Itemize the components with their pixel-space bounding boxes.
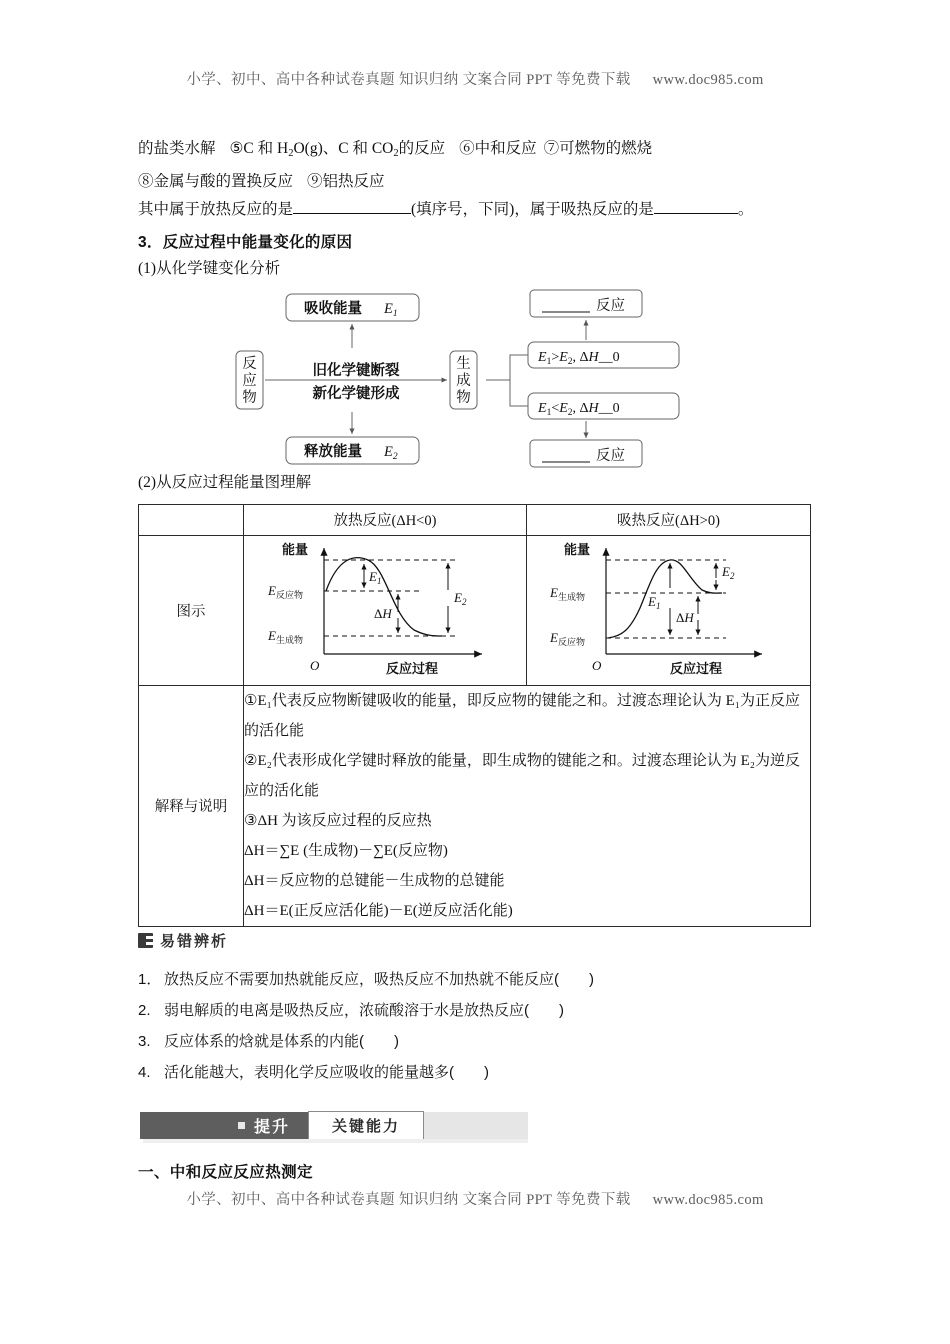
- section-banner: [140, 1112, 540, 1144]
- watermark-url: www.doc985.com: [652, 1192, 764, 1208]
- explanation-item-1: ①E₁代表反应物断键吸收的能量，即反应物的键能之和。过渡态理论认为 E₁为正反应的活化能: [244, 692, 800, 739]
- row-label-explanation: 解释与说明: [139, 685, 244, 926]
- list-item: [138, 964, 828, 995]
- line1-part-c: ⑥中和反应: [459, 140, 537, 157]
- explanation-item-3: ③ΔH 为该反应过程的反应热: [244, 812, 432, 829]
- item-number: 1．: [138, 971, 162, 988]
- chart-xlabel-endo: 反应过程: [669, 660, 722, 676]
- table-header-row: [139, 504, 811, 535]
- subsection-1-label: (1)从化学键变化分析: [138, 259, 281, 277]
- endothermic-energy-chart: [530, 536, 808, 680]
- error-analysis-label: 易错辨析: [160, 933, 229, 950]
- item-answer-blank[interactable]: ): [394, 1033, 399, 1050]
- flow-condition-bottom: $E_1<E_2$, ΔH__0: [538, 400, 620, 418]
- exothermic-diagram-cell: [244, 535, 527, 685]
- line2-part-b: ⑨铝热反应: [307, 172, 385, 190]
- explanation-item-6: ΔH＝E(正反应活化能)－E(逆反应活化能): [244, 902, 513, 919]
- energy-comparison-table: [138, 504, 811, 927]
- flow-release-symbol: $E_2$: [384, 443, 398, 462]
- line1-part-b: ⑤C 和 $H_2O(g)$、C 和 $CO_2$的反应: [229, 140, 446, 159]
- flow-condition-top: $E_1>E_2$, ΔH__0: [538, 349, 620, 367]
- list-item: [138, 1026, 828, 1057]
- item-text: 放热反应不需要加热就能反应，吸热反应不加热就不能反应(: [164, 971, 559, 988]
- flow-product-char3: 物: [456, 389, 471, 406]
- table-header-empty: [139, 504, 244, 535]
- chart-level-product-endo: $E_{生成物}$: [549, 584, 585, 602]
- flow-absorb-label: 吸收能量: [304, 300, 362, 317]
- watermark-bottom: [0, 1188, 950, 1209]
- list-item: [138, 1057, 828, 1088]
- flow-reactant-char2: 应: [242, 372, 257, 389]
- subsection-2-label: (2)从反应过程能量图理解: [138, 473, 312, 491]
- bond-energy-flowchart: [138, 288, 818, 468]
- bookmark-icon: [138, 933, 153, 948]
- banner-shadow: [143, 1139, 528, 1143]
- item-answer-blank[interactable]: ): [589, 971, 594, 988]
- explanation-item-5: ΔH＝反应物的总键能－生成物的总键能: [244, 872, 505, 889]
- line3-part-b: (填序号，下同)，属于吸热反应的是: [411, 200, 654, 218]
- flow-result-bottom-label: 反应: [596, 447, 625, 464]
- row-label-diagram: 图示: [139, 535, 244, 685]
- square-bullet-icon: [238, 1122, 245, 1129]
- flow-mid-top-label: 旧化学键断裂: [312, 362, 400, 379]
- chart-ylabel-endo: 能量: [563, 541, 590, 557]
- item-text: 活化能越大，表明化学反应吸收的能量越多(: [164, 1064, 454, 1081]
- flow-product-char2: 成: [456, 372, 471, 389]
- banner-left-label: 提升: [253, 1119, 290, 1136]
- banner-left-block: [140, 1112, 312, 1139]
- flow-reactant-char3: 物: [242, 389, 257, 406]
- text-line-3: [138, 196, 818, 224]
- flow-reactant-char1: 反: [242, 355, 257, 372]
- item-text: 弱电解质的电离是吸热反应，浓硫酸溶于水是放热反应(: [164, 1002, 529, 1019]
- banner-right-label: 关键能力: [331, 1118, 400, 1135]
- explanation-item-4: ΔH＝∑E (生成物)－∑E(反应物): [244, 842, 448, 859]
- flow-result-top-label: 反应: [596, 297, 625, 314]
- explanation-cell: [244, 685, 811, 926]
- chart-level-reactant-exo: $E_{反应物}$: [268, 582, 303, 600]
- explanation-item-2: ②E₂代表形成化学键时释放的能量，即生成物的键能之和。过渡态理论认为 E₂为逆反应的活化能: [244, 752, 800, 799]
- chart-E1-endo: $E_1$: [647, 593, 660, 611]
- watermark-top: [0, 68, 950, 89]
- item-answer-blank[interactable]: ): [559, 1002, 564, 1019]
- banner-right-block: [308, 1111, 424, 1140]
- error-analysis-block: [138, 930, 828, 1088]
- chart-origin-endo: O: [591, 657, 601, 673]
- watermark-text: 小学、初中、高中各种试卷真题 知识归纳 文案合同 PPT 等免费下载: [186, 1192, 631, 1208]
- line3-part-c: 。: [737, 200, 754, 218]
- endothermic-diagram-cell: [527, 535, 811, 685]
- chart-ylabel-exo: 能量: [282, 541, 309, 557]
- answer-blank-endothermic[interactable]: [654, 213, 738, 214]
- chart-level-product-exo: $E_{生成物}$: [268, 627, 303, 645]
- item-text: 反应体系的焓就是体系的内能(: [164, 1033, 364, 1050]
- chart-origin-exo: O: [310, 657, 320, 673]
- exothermic-energy-chart: [246, 536, 524, 680]
- table-header-endothermic: 吸热反应(ΔH>0): [527, 504, 811, 535]
- line1-part-a: 的盐类水解: [138, 140, 216, 157]
- chart-E1-exo: $E_1$: [369, 568, 382, 586]
- line2-part-a: ⑧金属与酸的置换反应: [138, 172, 294, 190]
- table-header-exothermic: 放热反应(ΔH<0): [244, 504, 527, 535]
- error-analysis-title: [138, 930, 828, 951]
- final-section-heading: 一、中和反应反应热测定: [138, 1164, 313, 1181]
- chart-E2-endo: $E_2$: [721, 563, 734, 581]
- flow-mid-bottom-label: 新化学键形成: [312, 385, 400, 402]
- line3-part-a: 其中属于放热反应的是: [138, 200, 294, 218]
- watermark-text: 小学、初中、高中各种试卷真题 知识归纳 文案合同 PPT 等免费下载: [186, 72, 631, 88]
- chart-deltaH-exo: ΔH: [374, 605, 392, 621]
- item-answer-blank[interactable]: ): [484, 1064, 489, 1081]
- chart-E2-exo: $E_2$: [454, 589, 467, 607]
- flow-product-char1: 生: [456, 355, 471, 372]
- text-line-1: [138, 135, 818, 168]
- chart-level-reactant-endo: $E_{反应物}$: [549, 629, 585, 647]
- flow-release-label: 释放能量: [304, 443, 362, 460]
- item-number: 3.: [138, 1033, 151, 1050]
- error-analysis-list: [138, 964, 828, 1088]
- line1-part-d: ⑦可燃物的燃烧: [543, 140, 653, 157]
- chart-xlabel-exo: 反应过程: [386, 660, 439, 676]
- text-line-2: [138, 168, 818, 196]
- watermark-url: www.doc985.com: [652, 72, 764, 88]
- section-heading-3: 3．反应过程中能量变化的原因: [138, 233, 353, 251]
- table-row: [139, 535, 811, 685]
- answer-blank-exothermic[interactable]: [293, 213, 411, 214]
- table-row: [139, 685, 811, 926]
- list-item: [138, 995, 828, 1026]
- chart-deltaH-endo: ΔH: [675, 609, 694, 625]
- document-content: [138, 135, 818, 927]
- item-number: 2.: [138, 1002, 151, 1019]
- item-number: 4.: [138, 1064, 151, 1081]
- flow-absorb-symbol: $E_1$: [384, 300, 398, 319]
